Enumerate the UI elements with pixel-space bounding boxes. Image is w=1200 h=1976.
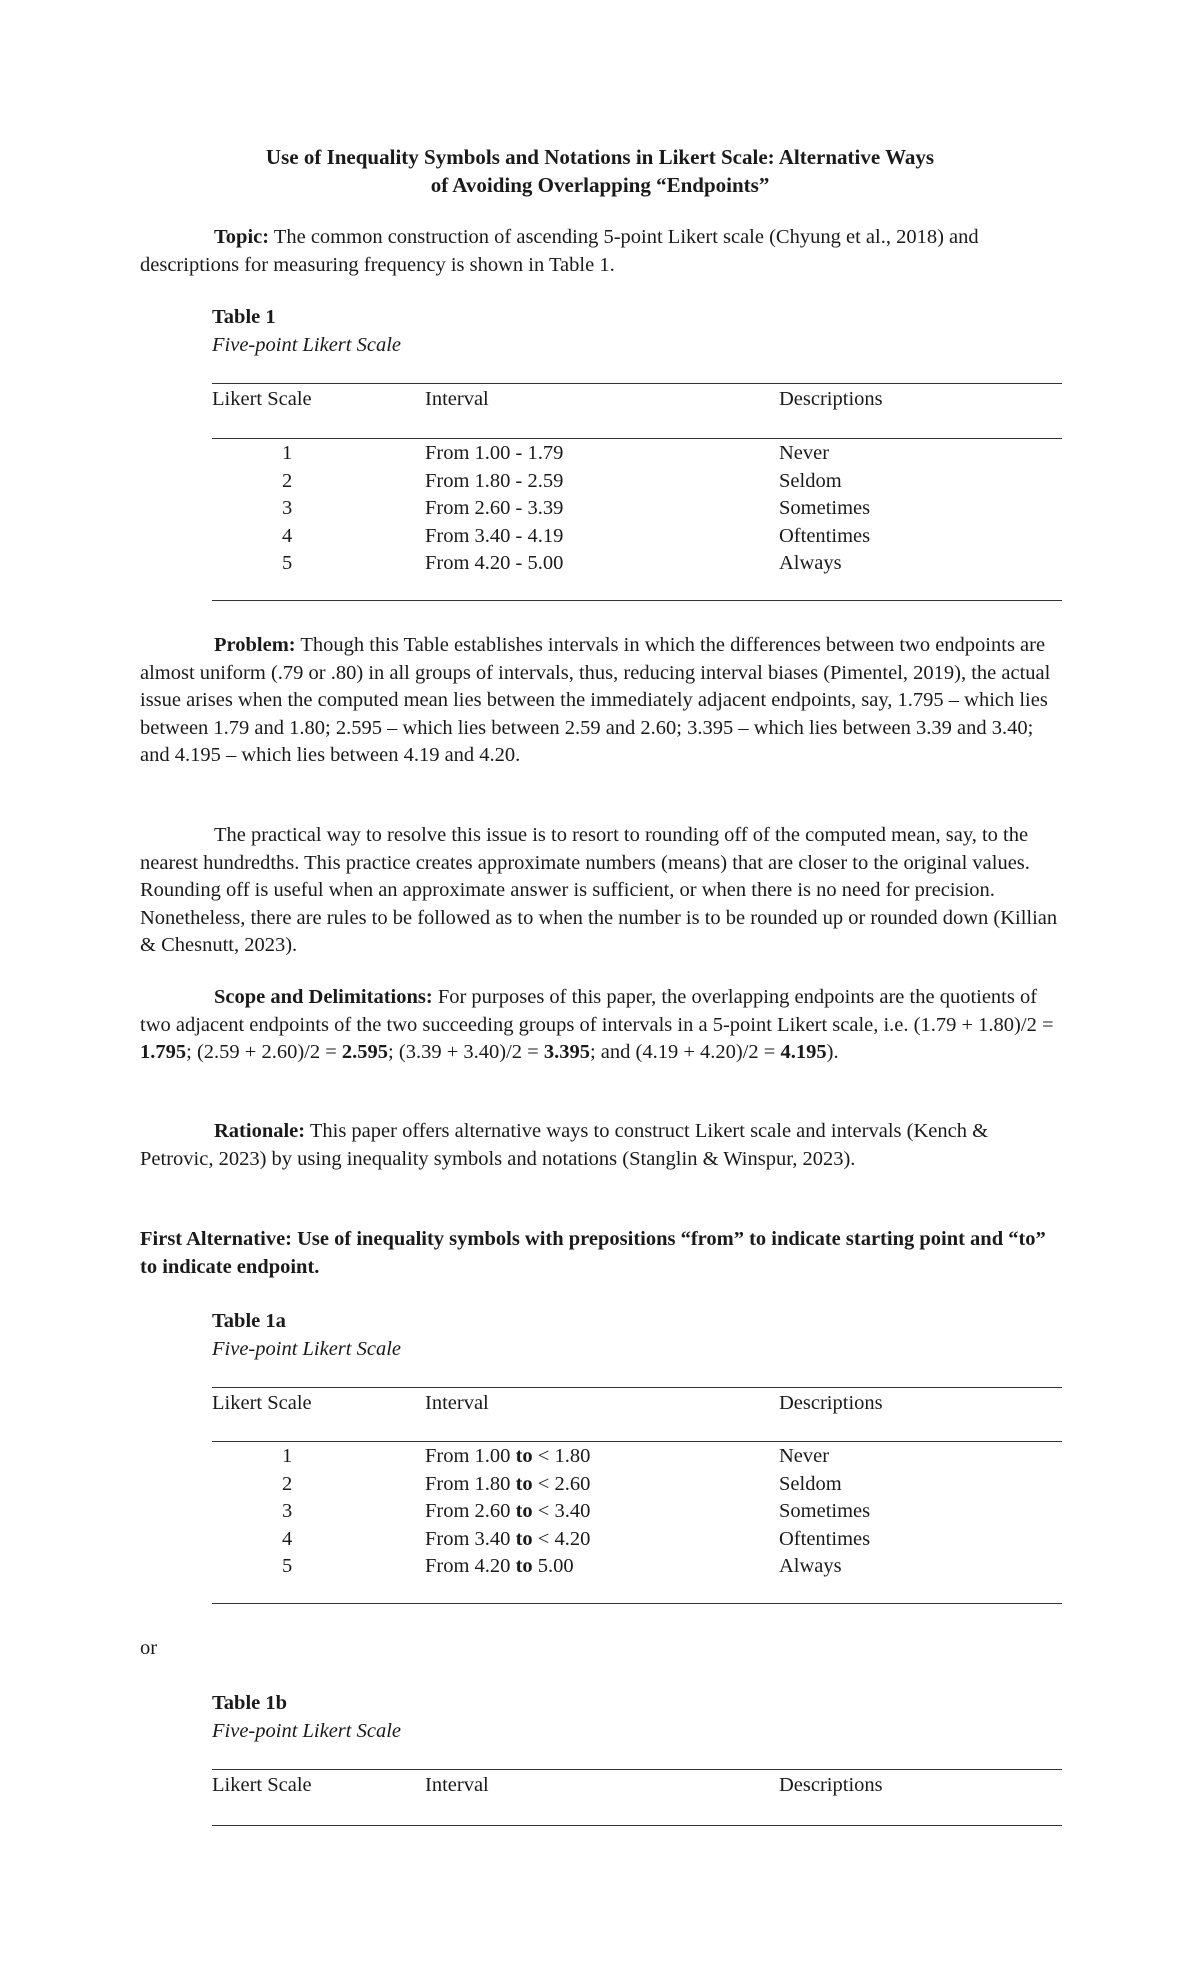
row-description: Never	[779, 1445, 830, 1467]
scope-value: 4.195	[780, 1041, 827, 1063]
table1b-header-descriptions: Descriptions	[779, 1774, 883, 1796]
row-interval: From 1.00 - 1.79	[425, 442, 564, 464]
scope-label: Scope and Delimitations:	[214, 986, 433, 1008]
rationale-text: This paper offers alternative ways to construct Likert scale and intervals (Kench & Petrovic, 2023) by using inequality symbols and notations (Stanglin & Winspur, 2023).	[140, 1120, 989, 1170]
document-title	[0, 143, 1200, 199]
table1a-header-interval: Interval	[425, 1392, 489, 1414]
row-scale: 3	[282, 497, 293, 519]
interval-from: From 1.80	[425, 1472, 516, 1495]
interval-to: to	[515, 1445, 533, 1467]
practical-text: The practical way to resolve this issue is to resort to rounding off of the computed mean, say, to the nearest hundredths. This practice creates approximate numbers (means) that are closer to the original values. Rounding off is useful when an approximate answer is sufficient, or when there is no need for precision. Nonetheless, there are rules to be followed as to when the number is to be rounded up or rounded down (Killian & Chesnutt, 2023).	[140, 824, 1058, 956]
table-row	[212, 468, 1062, 496]
scope-value: 1.795	[140, 1041, 187, 1063]
row-scale: 1	[282, 442, 293, 464]
table-row	[212, 1443, 1062, 1471]
scope-value: 2.595	[341, 1041, 389, 1063]
interval-from: From 4.20	[425, 1555, 516, 1577]
row-description: Sometimes	[779, 497, 871, 519]
table1-header-rule	[212, 438, 1062, 439]
row-scale: 4	[282, 1527, 293, 1550]
interval-end: < 1.80	[532, 1445, 591, 1467]
table-row	[212, 1526, 1062, 1554]
row-description: Always	[779, 1555, 842, 1577]
table1a-header-rule	[212, 1441, 1062, 1442]
table1a-header-scale: Likert Scale	[212, 1392, 312, 1414]
interval-end: < 2.60	[532, 1472, 591, 1495]
row-description: Always	[779, 552, 842, 574]
table-row	[212, 440, 1062, 468]
row-interval	[425, 1471, 590, 1499]
rationale-label: Rationale:	[214, 1120, 306, 1142]
topic-paragraph	[140, 224, 1062, 279]
row-interval: From 4.20 - 5.00	[425, 552, 564, 574]
scope-text: ; (3.39 + 3.40)/2 =	[388, 1041, 544, 1063]
interval-to: to	[515, 1527, 533, 1550]
table-row	[212, 550, 1062, 578]
title-line-1: Use of Inequality Symbols and Notations in Likert Scale: Alternative Ways	[265, 145, 935, 169]
problem-label: Problem:	[214, 634, 296, 656]
table1-header-interval: Interval	[425, 388, 489, 410]
interval-from: From 2.60	[425, 1500, 516, 1522]
row-interval	[425, 1498, 590, 1526]
table1a-caption: Five-point Likert Scale	[212, 1337, 401, 1360]
row-scale: 5	[282, 1555, 293, 1577]
row-scale: 3	[282, 1500, 293, 1522]
scope-text: ; (2.59 + 2.60)/2 =	[186, 1041, 342, 1063]
table-row	[212, 1498, 1062, 1526]
table1b-heading	[212, 1690, 401, 1745]
practical-paragraph	[140, 822, 1062, 960]
interval-end: < 3.40	[532, 1500, 591, 1522]
table1a-header-descriptions: Descriptions	[779, 1392, 883, 1414]
table1-caption: Five-point Likert Scale	[212, 333, 401, 356]
table1b-top-rule	[212, 1769, 1062, 1770]
interval-end: < 4.20	[532, 1527, 591, 1550]
row-description: Oftentimes	[779, 524, 871, 547]
problem-text: Though this Table establishes intervals in which the differences between two endpoints are almost uniform (.79 or .80) in all groups of intervals, thus, reducing interval biases (Pimentel, 2019), the actual issue arises when the computed mean lies between the immediately adjacent endpoints, say, 1.795 – which lies between 1.79 and 1.80; 2.595 – which lies between 2.59 and 2.60; 3.395 – which lies between 3.39 and 3.40; and 4.195 – which lies between 4.19 and 4.20.	[140, 634, 1051, 766]
interval-to: to	[515, 1472, 533, 1495]
table1a-top-rule	[212, 1387, 1062, 1388]
table1b-header-scale: Likert Scale	[212, 1774, 312, 1796]
table-row	[212, 1553, 1062, 1581]
table1b-header-interval: Interval	[425, 1774, 489, 1796]
row-interval: From 1.80 - 2.59	[425, 469, 564, 492]
table1b-label: Table 1b	[212, 1692, 288, 1714]
rationale-paragraph	[140, 1118, 1062, 1173]
table1-bottom-rule	[212, 600, 1062, 601]
row-interval	[425, 1526, 590, 1554]
title-line-2: of Avoiding Overlapping “Endpoints”	[430, 173, 770, 197]
interval-from: From 1.00	[425, 1445, 516, 1467]
table1a-label: Table 1a	[212, 1310, 286, 1332]
table1b-caption: Five-point Likert Scale	[212, 1719, 401, 1742]
table1-header-descriptions: Descriptions	[779, 388, 883, 410]
interval-to: to	[515, 1500, 533, 1522]
row-description: Oftentimes	[779, 1527, 871, 1550]
row-interval	[425, 1443, 590, 1471]
row-description: Never	[779, 442, 830, 464]
table1-top-rule	[212, 383, 1062, 384]
interval-from: From 3.40	[425, 1527, 516, 1550]
scope-text: For purposes of this paper, the overlapping endpoints are the quotients of two adjacent endpoints of the two succeeding groups of intervals in a 5-point Likert scale, i.e. (1.79 + 1.80)/2 =	[140, 986, 1054, 1036]
topic-label: Topic:	[214, 226, 270, 248]
interval-end: 5.00	[532, 1555, 574, 1577]
first-alternative-heading: First Alternative: Use of inequality symbols with prepositions “from” to indicate starting point and “to” to indicate endpoint.	[140, 1228, 1046, 1278]
scope-paragraph	[140, 984, 1062, 1067]
interval-to: to	[515, 1555, 533, 1577]
row-scale: 5	[282, 552, 293, 574]
scope-text: ).	[826, 1041, 839, 1063]
row-scale: 1	[282, 1445, 293, 1467]
table1a-bottom-rule	[212, 1603, 1062, 1604]
table1a-header-row	[212, 1390, 1062, 1418]
row-interval	[425, 1553, 574, 1581]
table1b-header-rule	[212, 1825, 1062, 1826]
row-scale: 2	[282, 469, 293, 492]
scope-value: 3.395	[543, 1041, 590, 1063]
table1-header-row	[212, 386, 1062, 414]
table1b-header-row	[212, 1772, 1062, 1800]
scope-text: ; and (4.19 + 4.20)/2 =	[589, 1041, 781, 1063]
table1a-heading	[212, 1308, 401, 1363]
row-scale: 4	[282, 524, 293, 547]
or-connector: or	[140, 1637, 158, 1659]
row-description: Seldom	[779, 469, 842, 492]
topic-text: The common construction of ascending 5-point Likert scale (Chyung et al., 2018) and descriptions for measuring frequency is shown in Table 1.	[140, 226, 979, 276]
table-row	[212, 495, 1062, 523]
row-interval: From 3.40 - 4.19	[425, 524, 564, 547]
row-description: Sometimes	[779, 1500, 871, 1522]
row-scale: 2	[282, 1472, 293, 1495]
table1-heading	[212, 304, 401, 359]
problem-paragraph	[140, 632, 1062, 770]
row-interval: From 2.60 - 3.39	[425, 497, 564, 519]
row-description: Seldom	[779, 1472, 842, 1495]
table-row	[212, 523, 1062, 551]
table1-label: Table 1	[212, 306, 276, 328]
table-row	[212, 1471, 1062, 1499]
table1-header-scale: Likert Scale	[212, 388, 312, 410]
